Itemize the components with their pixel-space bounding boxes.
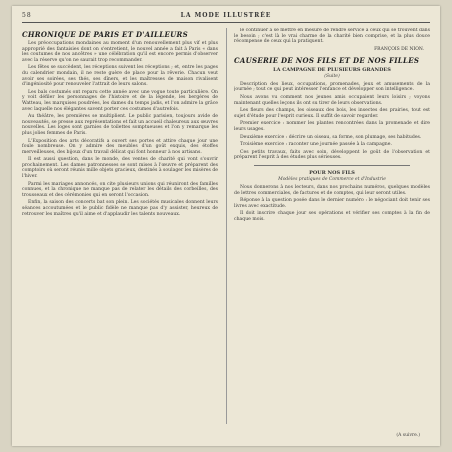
header-rule [22,22,430,23]
newspaper-page [12,6,440,446]
to-be-continued: (A suivre.) [396,433,420,438]
causerie-paragraph: Description des lieux, occupations, promenades, jeux et amusements de la journée ; tout ce qui peut intéresser l'enfance et développer son intelligence. [234,81,430,93]
chronicle-paragraph: Parmi les mariages annoncés, on cite plusieurs unions qui réuniront des familles connues, et la chronique ne manque pas de relater les détails des corbeilles, des trousseaux et des cérémonies qui en seront l'occasion. [22,181,218,198]
continued-paragraph: le continuer à se mettre en mesure de rendre service à ceux qui se trouvent dans le besoin ; c'est là le vrai charme de la charité bien comprise, et la plus douce récompense de ceux qui la pratiquent. [234,28,430,45]
causerie-paragraph: Troisième exercice : raconter une journée passée à la campagne. [240,142,392,148]
left-column [22,28,218,426]
causerie-paragraph: Premier exercice : nommer les plantes rencontrées dans la promenade et dire leurs usages. [234,121,430,132]
chronicle-paragraph: Les bals costumés ont reparu cette année avec une vogue toute particulière. On y voit défiler les personnages de l'histoire et de la légende, les bergères de Watteau, les marquises poudrées, les dames du temps jadis, et l'on admire la grâce avec laquelle nos élégantes savent porter ces costumes d'autrefois. [22,89,218,112]
causerie-paragraph: Deuxième exercice : décrire un oiseau, sa forme, son plumage, ses habitudes. [240,134,422,140]
section2-title: POUR NOS FILS [309,169,355,176]
running-head [22,12,430,22]
causerie-heading: CAUSERIE DE NOS FILS ET DE NOS FILLES [234,55,420,65]
causerie-paragraph: Les fleurs des champs, les oiseaux des bois, les insectes des prairies, tout est sujet d'étude pour l'esprit curieux. Il suffit de savoir regarder. [234,108,430,119]
right-column [234,28,430,426]
section2-paragraph: Réponse à la question posée dans le dernier numéro : le négociant doit tenir ses livres avec exactitude. [234,198,430,209]
page-number: 58 [22,12,32,19]
section2-subtitle: Modèles pratiques de Commerce et d'Industrie [278,176,386,182]
chronicle-paragraph: Il est aussi question, dans le monde, des ventes de charité qui vont s'ouvrir prochainement. Les dames patronnesses se sont mises à l'œuvre et préparent des comptoirs où seront réunis mille objets gracieux, destinés à soulager les misères de l'hiver. [22,157,218,180]
causerie-subnote: (Suite) [324,73,340,79]
causerie-subheading: LA CAMPAGNE DE PLUSIEURS GRANDES [273,66,391,73]
causerie-paragraph: Ces petits travaux, faits avec soin, développent le goût de l'observation et préparent l'esprit à des études plus sérieuses. [234,149,430,161]
section-rule [254,165,410,166]
chronicle-heading: CHRONIQUE DE PARIS ET D'AILLEURS [22,30,189,39]
chronicle-paragraph: Enfin, la saison des concerts bat son plein. Les sociétés musicales donnent leurs séances accoutumées et le public fidèle ne manque pas d'y assister, heureux de retrouver les maîtres qu'il aime et d'applaudir les talents nouveaux. [22,200,218,217]
chronicle-paragraph: Les préoccupations mondaines au moment d'un renouvellement plus vif et plus approprié des fantaisies dont on s'entretient, le nouvel année a fait à Paris « dans les coutumes de nos ancêtres » une célébration qu'il est encore permis d'observer avec la réserve qu'on ne saurait trop recommander. [22,41,218,63]
chronicle-paragraph: L'Exposition des arts décoratifs a ouvert ses portes et attire chaque jour une foule nombreuse. On y admire des meubles d'un goût exquis, des étoffes merveilleuses, des bijoux d'un travail délicat qui font honneur à nos artisans. [22,138,218,155]
journal-title: LA MODE ILLUSTRÉE [180,12,272,19]
causerie-paragraph: Nous avons vu comment nos jeunes amis occupaient leurs loisirs ; voyons maintenant quelles leçons ils ont su tirer de leurs observations. [234,94,430,106]
section2-paragraph: Il doit inscrire chaque jour ses opérations et vérifier ses comptes à la fin de chaque mois. [234,211,430,222]
author-signature: FRANÇOIS DE NION. [374,46,424,52]
column-divider [226,28,227,424]
section2-paragraph: Nous donnerons à nos lecteurs, dans nos prochains numéros, quelques modèles de lettres commerciales, de factures et de comptes, qui leur seront utiles. [234,184,430,196]
chronicle-paragraph: Au théâtre, les premières se multiplient. Le public parisien, toujours avide de nouveautés, se presse aux représentations et fait un accueil chaleureux aux œuvres nouvelles. Les loges sont garnies de toilettes somptueuses et l'on y remarque les plus jolies femmes de Paris. [22,114,218,136]
chronicle-paragraph: Les fêtes se succèdent, les réceptions suivent les réceptions ; et, entre les pages du calendrier mondain, il ne reste guère de place pour la rêverie. Chacun veut avoir ses soirées, ses thés, ses dîners, et les maîtresses de maison rivalisent d'ingéniosité pour renouveler l'attrait de leurs salons. [22,65,218,88]
